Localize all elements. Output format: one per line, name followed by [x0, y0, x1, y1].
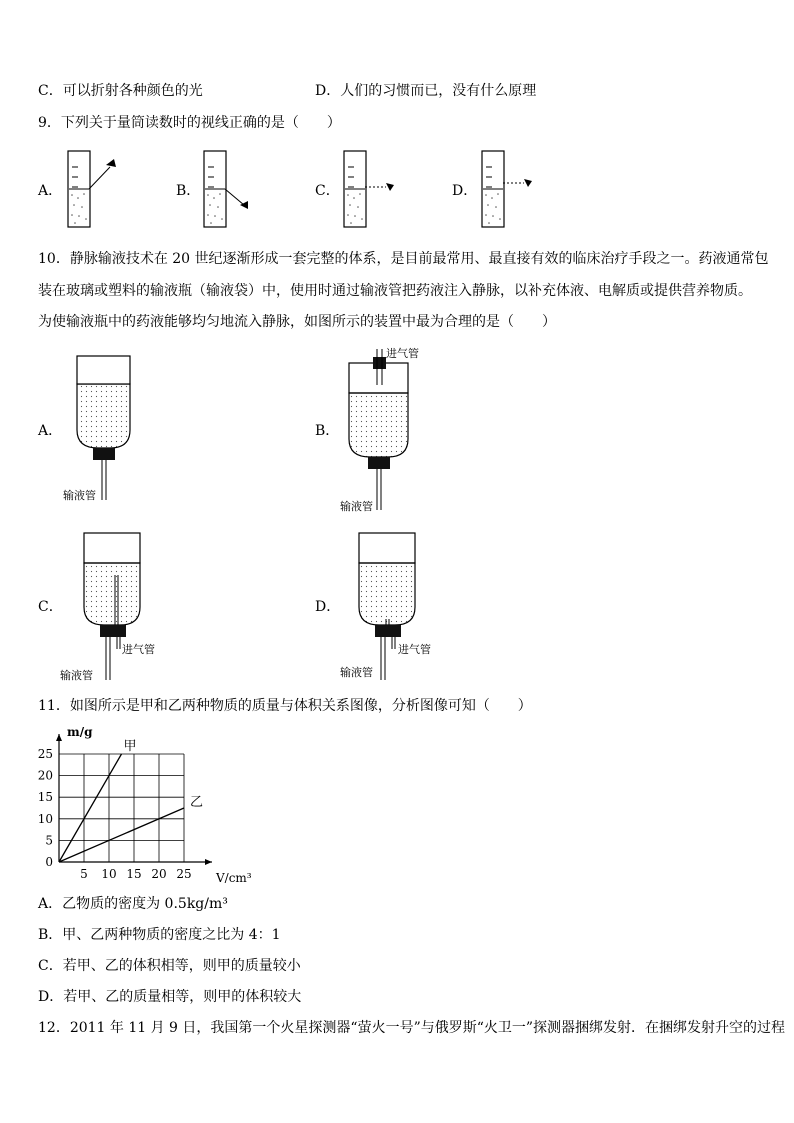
q10-c-tube-label: 输液管	[60, 669, 93, 682]
q11-option-d: D．若甲、乙的质量相等，则甲的体积较大	[38, 989, 302, 1005]
q10-option-a-label: A．	[38, 423, 63, 439]
q10-option-c-label: C．	[38, 599, 63, 615]
series-label-yi: 乙	[190, 795, 204, 810]
series-line-jia	[59, 754, 122, 862]
q10-d-tube-label: 输液管	[340, 666, 373, 679]
q9-cylinder-b	[196, 145, 266, 235]
x-axis-arrow	[205, 859, 212, 865]
y-tick-label: 10	[37, 811, 53, 826]
q9-option-a-label: A．	[38, 183, 63, 199]
y-axis-label: m/g	[67, 725, 93, 739]
q10-d-air-label: 进气管	[398, 643, 431, 656]
x-axis-label: V/cm³	[216, 871, 252, 885]
x-tick-label: 25	[176, 867, 192, 881]
q10-bottle-d	[345, 525, 455, 685]
q11-stem: 11．如图所示是甲和乙两种物质的质量与体积关系图像，分析图像可知（ ）	[38, 698, 532, 714]
y-tick-label: 15	[37, 790, 53, 805]
q10-b-air-label: 进气管	[386, 347, 419, 360]
eye-icon	[106, 159, 116, 167]
y-axis-arrow	[56, 734, 62, 741]
y-tick-label: 0	[45, 855, 53, 869]
q9-option-c-label: C．	[315, 183, 340, 199]
q9-cylinder-d	[474, 145, 544, 235]
x-tick-label: 20	[151, 867, 167, 881]
q10-b-tube-label: 输液管	[340, 500, 373, 513]
q10-bottle-c	[70, 525, 180, 685]
series-label-jia: 甲	[123, 739, 137, 754]
q11-option-a: A．乙物质的密度为 0.5kg/m³	[38, 896, 228, 912]
q10-option-b-label: B．	[315, 423, 340, 439]
q10-bottle-b	[340, 345, 450, 505]
x-tick-label: 5	[80, 867, 88, 881]
q10-c-air-label: 进气管	[122, 643, 155, 656]
q10-bottle-a	[60, 350, 170, 510]
y-tick-label: 20	[37, 768, 53, 783]
q10-option-d-label: D．	[315, 599, 341, 615]
q11-option-b: B．甲、乙两种物质的密度之比为 4：1	[38, 927, 281, 943]
q9-cylinder-c	[336, 145, 406, 235]
q8-option-d: D．人们的习惯而已，没有什么原理	[315, 83, 537, 99]
q11-option-c: C．若甲、乙的体积相等，则甲的质量较小	[38, 958, 301, 974]
q9-stem: 9．下列关于量筒读数时的视线正确的是（ ）	[38, 115, 341, 131]
q10-line-1: 10．静脉输液技术在 20 世纪逐渐形成一套完整的体系，是目前最常用、最直接有效的临床治疗手段之一。药液通常包	[38, 251, 769, 267]
q10-line-2: 装在玻璃或塑料的输液瓶（输液袋）中，使用时通过输液管把药液注入静脉，以补充体液、电解质或提供营养物质。	[38, 283, 752, 299]
q9-option-d-label: D．	[452, 183, 478, 199]
y-tick-label: 25	[37, 747, 53, 761]
y-tick-label: 5	[45, 833, 53, 848]
q10-a-tube-label: 输液管	[63, 489, 96, 502]
q12-line-1: 12．2011 年 11 月 9 日，我国第一个火星探测器“萤火一号”与俄罗斯“火卫一”探测器捆绑发射．在捆绑发射升空的过程	[38, 1020, 786, 1036]
eye-icon	[386, 183, 394, 191]
q10-line-3: 为使输液瓶中的药液能够均匀地流入静脉，如图所示的装置中最为合理的是（ ）	[38, 314, 556, 330]
x-tick-label: 10	[101, 867, 117, 881]
q11-mass-volume-chart	[30, 725, 270, 885]
q9-cylinder-a	[60, 145, 130, 235]
series-line-yi	[59, 808, 184, 862]
x-tick-label: 15	[126, 867, 142, 881]
q9-option-b-label: B．	[176, 183, 201, 199]
eye-icon	[524, 179, 532, 187]
q8-option-c: C．可以折射各种颜色的光	[38, 83, 203, 99]
